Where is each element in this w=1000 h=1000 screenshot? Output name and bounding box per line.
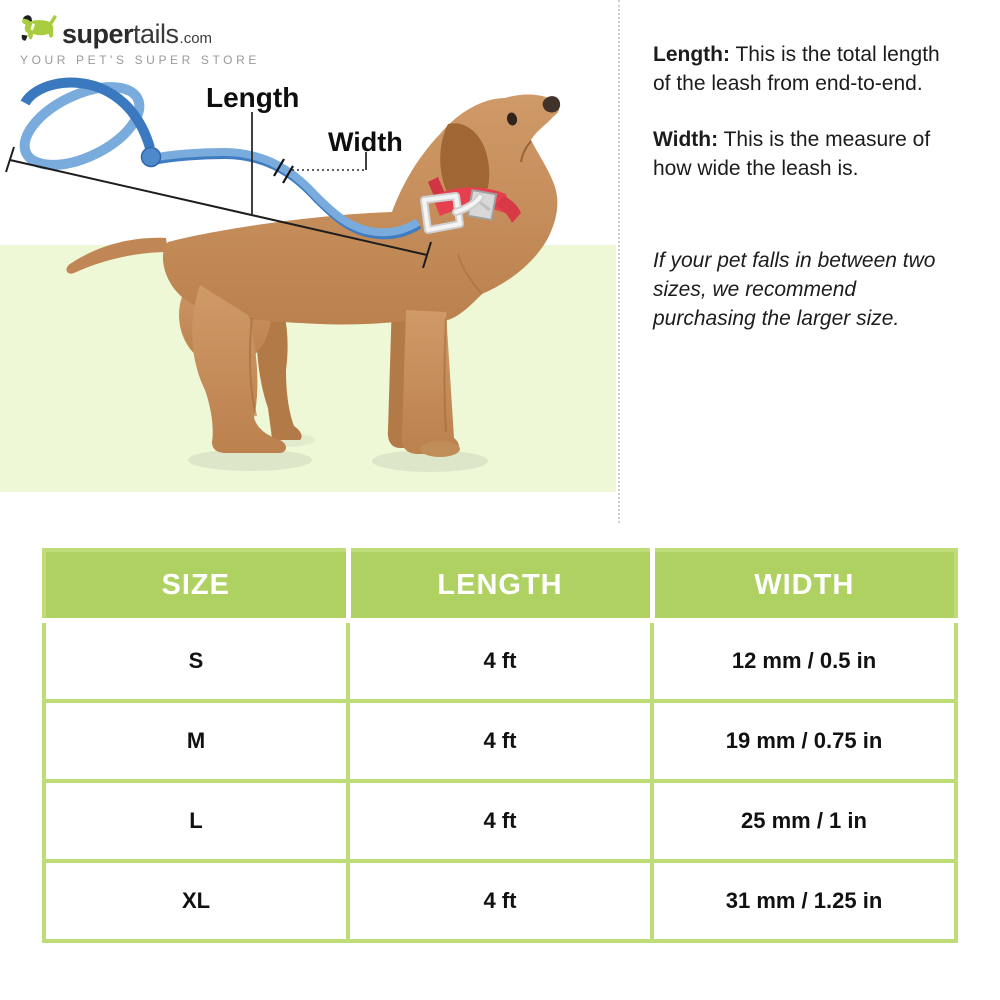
cell-length: 4 ft <box>348 861 652 941</box>
width-label: Width <box>328 127 403 157</box>
cell-size: M <box>44 701 348 781</box>
length-term: Length: <box>653 43 730 66</box>
table-row <box>44 781 956 861</box>
header-width: WIDTH <box>652 550 956 621</box>
table-row <box>44 621 956 702</box>
cell-size: S <box>44 621 348 702</box>
table-row <box>44 861 956 941</box>
cell-length: 4 ft <box>348 781 652 861</box>
brand-super: super <box>62 19 134 49</box>
table-row <box>44 701 956 781</box>
brand-tld: .com <box>179 30 213 47</box>
cell-width: 31 mm / 1.25 in <box>652 861 956 941</box>
width-term: Width: <box>653 128 719 151</box>
cell-width: 12 mm / 0.5 in <box>652 621 956 702</box>
table-header-row <box>44 550 956 621</box>
leash-slider-bead <box>142 148 161 167</box>
brand-tails: tails <box>133 19 179 49</box>
length-definition <box>653 40 953 98</box>
header-size: SIZE <box>44 550 348 621</box>
cell-size: XL <box>44 861 348 941</box>
definitions-block <box>653 40 953 210</box>
cell-size: L <box>44 781 348 861</box>
vertical-dotted-divider <box>618 0 620 523</box>
cell-width: 19 mm / 0.75 in <box>652 701 956 781</box>
width-definition <box>653 125 953 183</box>
sizing-note: If your pet falls in between two sizes, we recommend purchasing the larger size. <box>653 249 936 330</box>
cell-width: 25 mm / 1 in <box>652 781 956 861</box>
size-chart-table <box>42 548 958 943</box>
width-definition-text: This is the measure of how wide the leash is. <box>653 128 931 180</box>
cell-length: 4 ft <box>348 621 652 702</box>
length-label: Length <box>206 82 300 113</box>
cell-length: 4 ft <box>348 701 652 781</box>
leash-diagram-illustration <box>0 0 620 530</box>
brand-tagline: YOUR PET'S SUPER STORE <box>20 53 260 67</box>
length-definition-text: This is the total length of the leash from end-to-end. <box>653 43 940 95</box>
header-length: LENGTH <box>348 550 652 621</box>
